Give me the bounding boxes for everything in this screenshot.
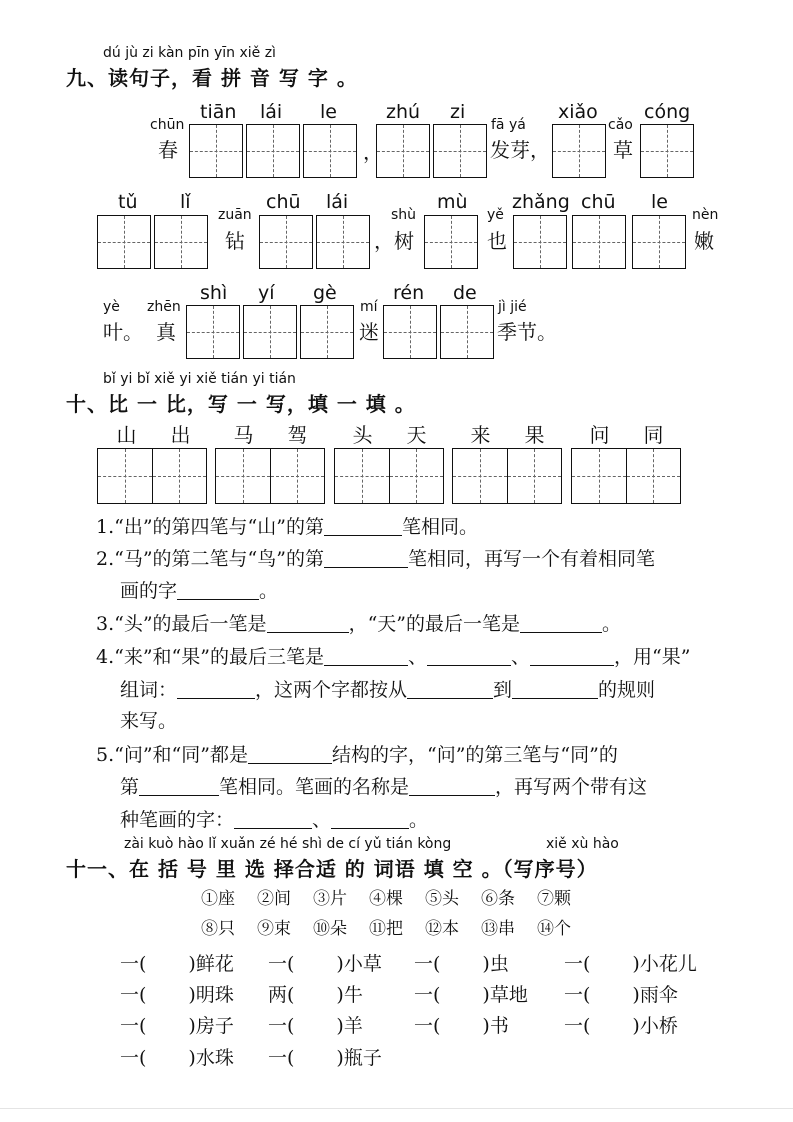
section10-pinyin: bǐ yi bǐ xiě yi xiě tián yi tián <box>103 371 296 387</box>
answer-blank[interactable] <box>248 745 332 764</box>
question-5-end: 种笔画的字： 、 。 <box>120 809 429 831</box>
writing-box[interactable] <box>186 305 240 359</box>
option: ⑨束 <box>257 919 291 939</box>
answer-blank[interactable] <box>324 647 408 666</box>
compare-char: 同 <box>643 423 664 447</box>
pinyin-chun: chūn <box>150 117 185 133</box>
writing-box[interactable] <box>424 215 478 269</box>
question-1: 1.“出”的第四笔与“山”的第 笔相同。 <box>96 516 478 538</box>
option: ②间 <box>257 889 291 909</box>
writing-box[interactable] <box>246 124 300 178</box>
pinyin-lai2: lái <box>326 191 349 213</box>
fill-item[interactable]: 一( )小桥 <box>564 1015 678 1037</box>
option: ⑩朵 <box>313 919 347 939</box>
pinyin-zi: zi <box>450 101 466 123</box>
page-divider <box>0 1108 793 1109</box>
compare-char: 出 <box>170 423 191 447</box>
char-ye3: 叶。 <box>103 320 143 344</box>
char-ye: 也 <box>487 229 507 253</box>
answer-blank[interactable] <box>409 777 495 796</box>
char-zhen: 真 <box>156 320 176 344</box>
fill-item[interactable]: 一( )小花儿 <box>564 953 697 975</box>
answer-blank[interactable] <box>324 517 402 536</box>
answer-blank[interactable] <box>520 614 602 633</box>
fill-item[interactable]: 两( )牛 <box>268 984 363 1006</box>
question-4: 4.“来”和“果”的最后三笔是 、 、 ，用“果” <box>96 646 691 668</box>
compare-char: 头 <box>352 423 373 447</box>
pinyin-chu2: chū <box>581 191 616 213</box>
question-4-cont: 组词： ，这两个字都按从 到 的规则 <box>120 679 656 701</box>
fill-item[interactable]: 一( )瓶子 <box>268 1047 382 1069</box>
pinyin-mi: mí <box>360 299 378 315</box>
fill-item[interactable]: 一( )虫 <box>414 953 509 975</box>
writing-box[interactable] <box>97 215 151 269</box>
pinyin-li: lǐ <box>180 191 191 213</box>
char-faya: 发芽， <box>490 138 550 162</box>
option: ①座 <box>201 889 235 909</box>
answer-blank[interactable] <box>331 810 409 829</box>
pinyin-lai: lái <box>260 101 283 123</box>
writing-box[interactable] <box>243 305 297 359</box>
writing-box[interactable] <box>316 215 370 269</box>
writing-box[interactable] <box>440 305 494 359</box>
section11-pinyin-b: xiě xù hào <box>546 836 619 852</box>
char-jijie: 季节。 <box>497 320 557 344</box>
compare-char: 来 <box>470 423 491 447</box>
option: ③片 <box>313 889 347 909</box>
char-cao: 草 <box>613 138 633 162</box>
option: ⑪把 <box>369 919 403 939</box>
compare-box[interactable] <box>334 448 444 504</box>
pinyin-mu: mù <box>437 191 468 213</box>
answer-blank[interactable] <box>267 614 349 633</box>
pinyin-ye3: yè <box>103 299 120 315</box>
pinyin-jijie: jì jié <box>498 299 527 315</box>
option: ⑦颗 <box>537 889 571 909</box>
section11-pinyin: zài kuò hào lǐ xuǎn zé hé shì de cí yǔ tián kòng <box>124 836 452 852</box>
writing-box[interactable] <box>154 215 208 269</box>
writing-box[interactable] <box>513 215 567 269</box>
answer-blank[interactable] <box>512 680 598 699</box>
compare-box[interactable] <box>571 448 681 504</box>
answer-blank[interactable] <box>530 647 614 666</box>
answer-blank[interactable] <box>234 810 312 829</box>
option: ⑤头 <box>425 889 459 909</box>
pinyin-shi: shì <box>200 282 228 304</box>
pinyin-chu: chū <box>266 191 301 213</box>
question-3: 3.“头”的最后一笔是 ，“天”的最后一笔是 。 <box>96 613 622 635</box>
question-2-cont: 画的字 。 <box>120 580 279 602</box>
pinyin-zuan: zuān <box>218 207 252 223</box>
answer-blank[interactable] <box>177 581 259 600</box>
question-2: 2.“马”的第二笔与“鸟”的第 笔相同，再写一个有着相同笔 <box>96 548 655 570</box>
char-shu: ，树 <box>374 229 414 253</box>
writing-box[interactable] <box>189 124 243 178</box>
fill-item[interactable]: 一( )草地 <box>414 984 528 1006</box>
option: ⑫本 <box>425 919 459 939</box>
char-mi: 迷 <box>359 320 379 344</box>
section11-title: 十一、在 括 号 里 选 择合适 的 词语 填 空 。（写序号） <box>66 857 598 881</box>
writing-box[interactable] <box>433 124 487 178</box>
compare-box[interactable] <box>97 448 207 504</box>
compare-char: 问 <box>589 423 610 447</box>
writing-box[interactable] <box>552 124 606 178</box>
compare-char: 山 <box>116 423 137 447</box>
question-5: 5.“问”和“同”都是 结构的字，“问”的第三笔与“同”的 <box>96 744 618 766</box>
answer-blank[interactable] <box>177 680 255 699</box>
option: ④棵 <box>369 889 403 909</box>
compare-box[interactable] <box>215 448 325 504</box>
pinyin-tian: tiān <box>200 101 237 123</box>
compare-char: 天 <box>406 423 427 447</box>
question-4-end: 来写。 <box>120 710 178 732</box>
pinyin-nen: nèn <box>692 207 719 223</box>
fill-item[interactable]: 一( )鲜花 <box>120 953 234 975</box>
char-nen: 嫩 <box>694 229 714 253</box>
writing-box[interactable] <box>383 305 437 359</box>
section10-title: 十、比 一 比，写 一 写，填 一 填 。 <box>66 392 416 416</box>
writing-box[interactable] <box>259 215 313 269</box>
pinyin-zhen: zhēn <box>147 299 181 315</box>
answer-blank[interactable] <box>324 549 408 568</box>
pinyin-cao: cǎo <box>608 117 633 133</box>
compare-box[interactable] <box>452 448 562 504</box>
pinyin-zhang: zhǎng <box>512 191 570 213</box>
question-5-cont: 第 笔相同。笔画的名称是 ，再写两个带有这 <box>120 776 648 798</box>
pinyin-ge: gè <box>313 282 337 304</box>
option: ⑥条 <box>481 889 515 909</box>
writing-box[interactable] <box>572 215 626 269</box>
punct-comma: ， <box>363 140 383 164</box>
writing-box[interactable] <box>632 215 686 269</box>
section9-pinyin: dú jù zi kàn pīn yīn xiě zì <box>103 45 276 61</box>
section9-title: 九、读句子，看 拼 音 写 字 。 <box>66 66 358 90</box>
fill-item[interactable]: 一( )水珠 <box>120 1047 234 1069</box>
pinyin-ren: rén <box>393 282 425 304</box>
pinyin-zhu: zhú <box>386 101 421 123</box>
pinyin-de: de <box>453 282 477 304</box>
option: ⑭个 <box>537 919 571 939</box>
fill-item[interactable]: 一( )书 <box>414 1015 509 1037</box>
answer-blank[interactable] <box>427 647 511 666</box>
pinyin-le2: le <box>651 191 668 213</box>
fill-item[interactable]: 一( )雨伞 <box>564 984 678 1006</box>
writing-box[interactable] <box>640 124 694 178</box>
writing-box[interactable] <box>300 305 354 359</box>
pinyin-ye: yě <box>487 207 504 223</box>
pinyin-cong: cóng <box>644 101 691 123</box>
fill-item[interactable]: 一( )小草 <box>268 953 382 975</box>
pinyin-faya: fā yá <box>491 117 526 133</box>
compare-char: 果 <box>524 423 545 447</box>
char-chun: 春 <box>158 138 178 162</box>
pinyin-xiao: xiǎo <box>558 101 598 123</box>
answer-blank[interactable] <box>139 777 219 796</box>
char-zuan: 钻 <box>225 229 245 253</box>
compare-char: 驾 <box>287 423 308 447</box>
option: ⑧只 <box>201 919 235 939</box>
pinyin-shu: shù <box>391 207 417 223</box>
option: ⑬串 <box>481 919 515 939</box>
fill-item[interactable]: 一( )明珠 <box>120 984 234 1006</box>
fill-item[interactable]: 一( )房子 <box>120 1015 234 1037</box>
writing-box[interactable] <box>376 124 430 178</box>
writing-box[interactable] <box>303 124 357 178</box>
pinyin-le: le <box>320 101 337 123</box>
fill-item[interactable]: 一( )羊 <box>268 1015 363 1037</box>
pinyin-yi: yí <box>258 282 275 304</box>
answer-blank[interactable] <box>407 680 493 699</box>
compare-char: 马 <box>233 423 254 447</box>
pinyin-tu: tǔ <box>118 191 138 213</box>
